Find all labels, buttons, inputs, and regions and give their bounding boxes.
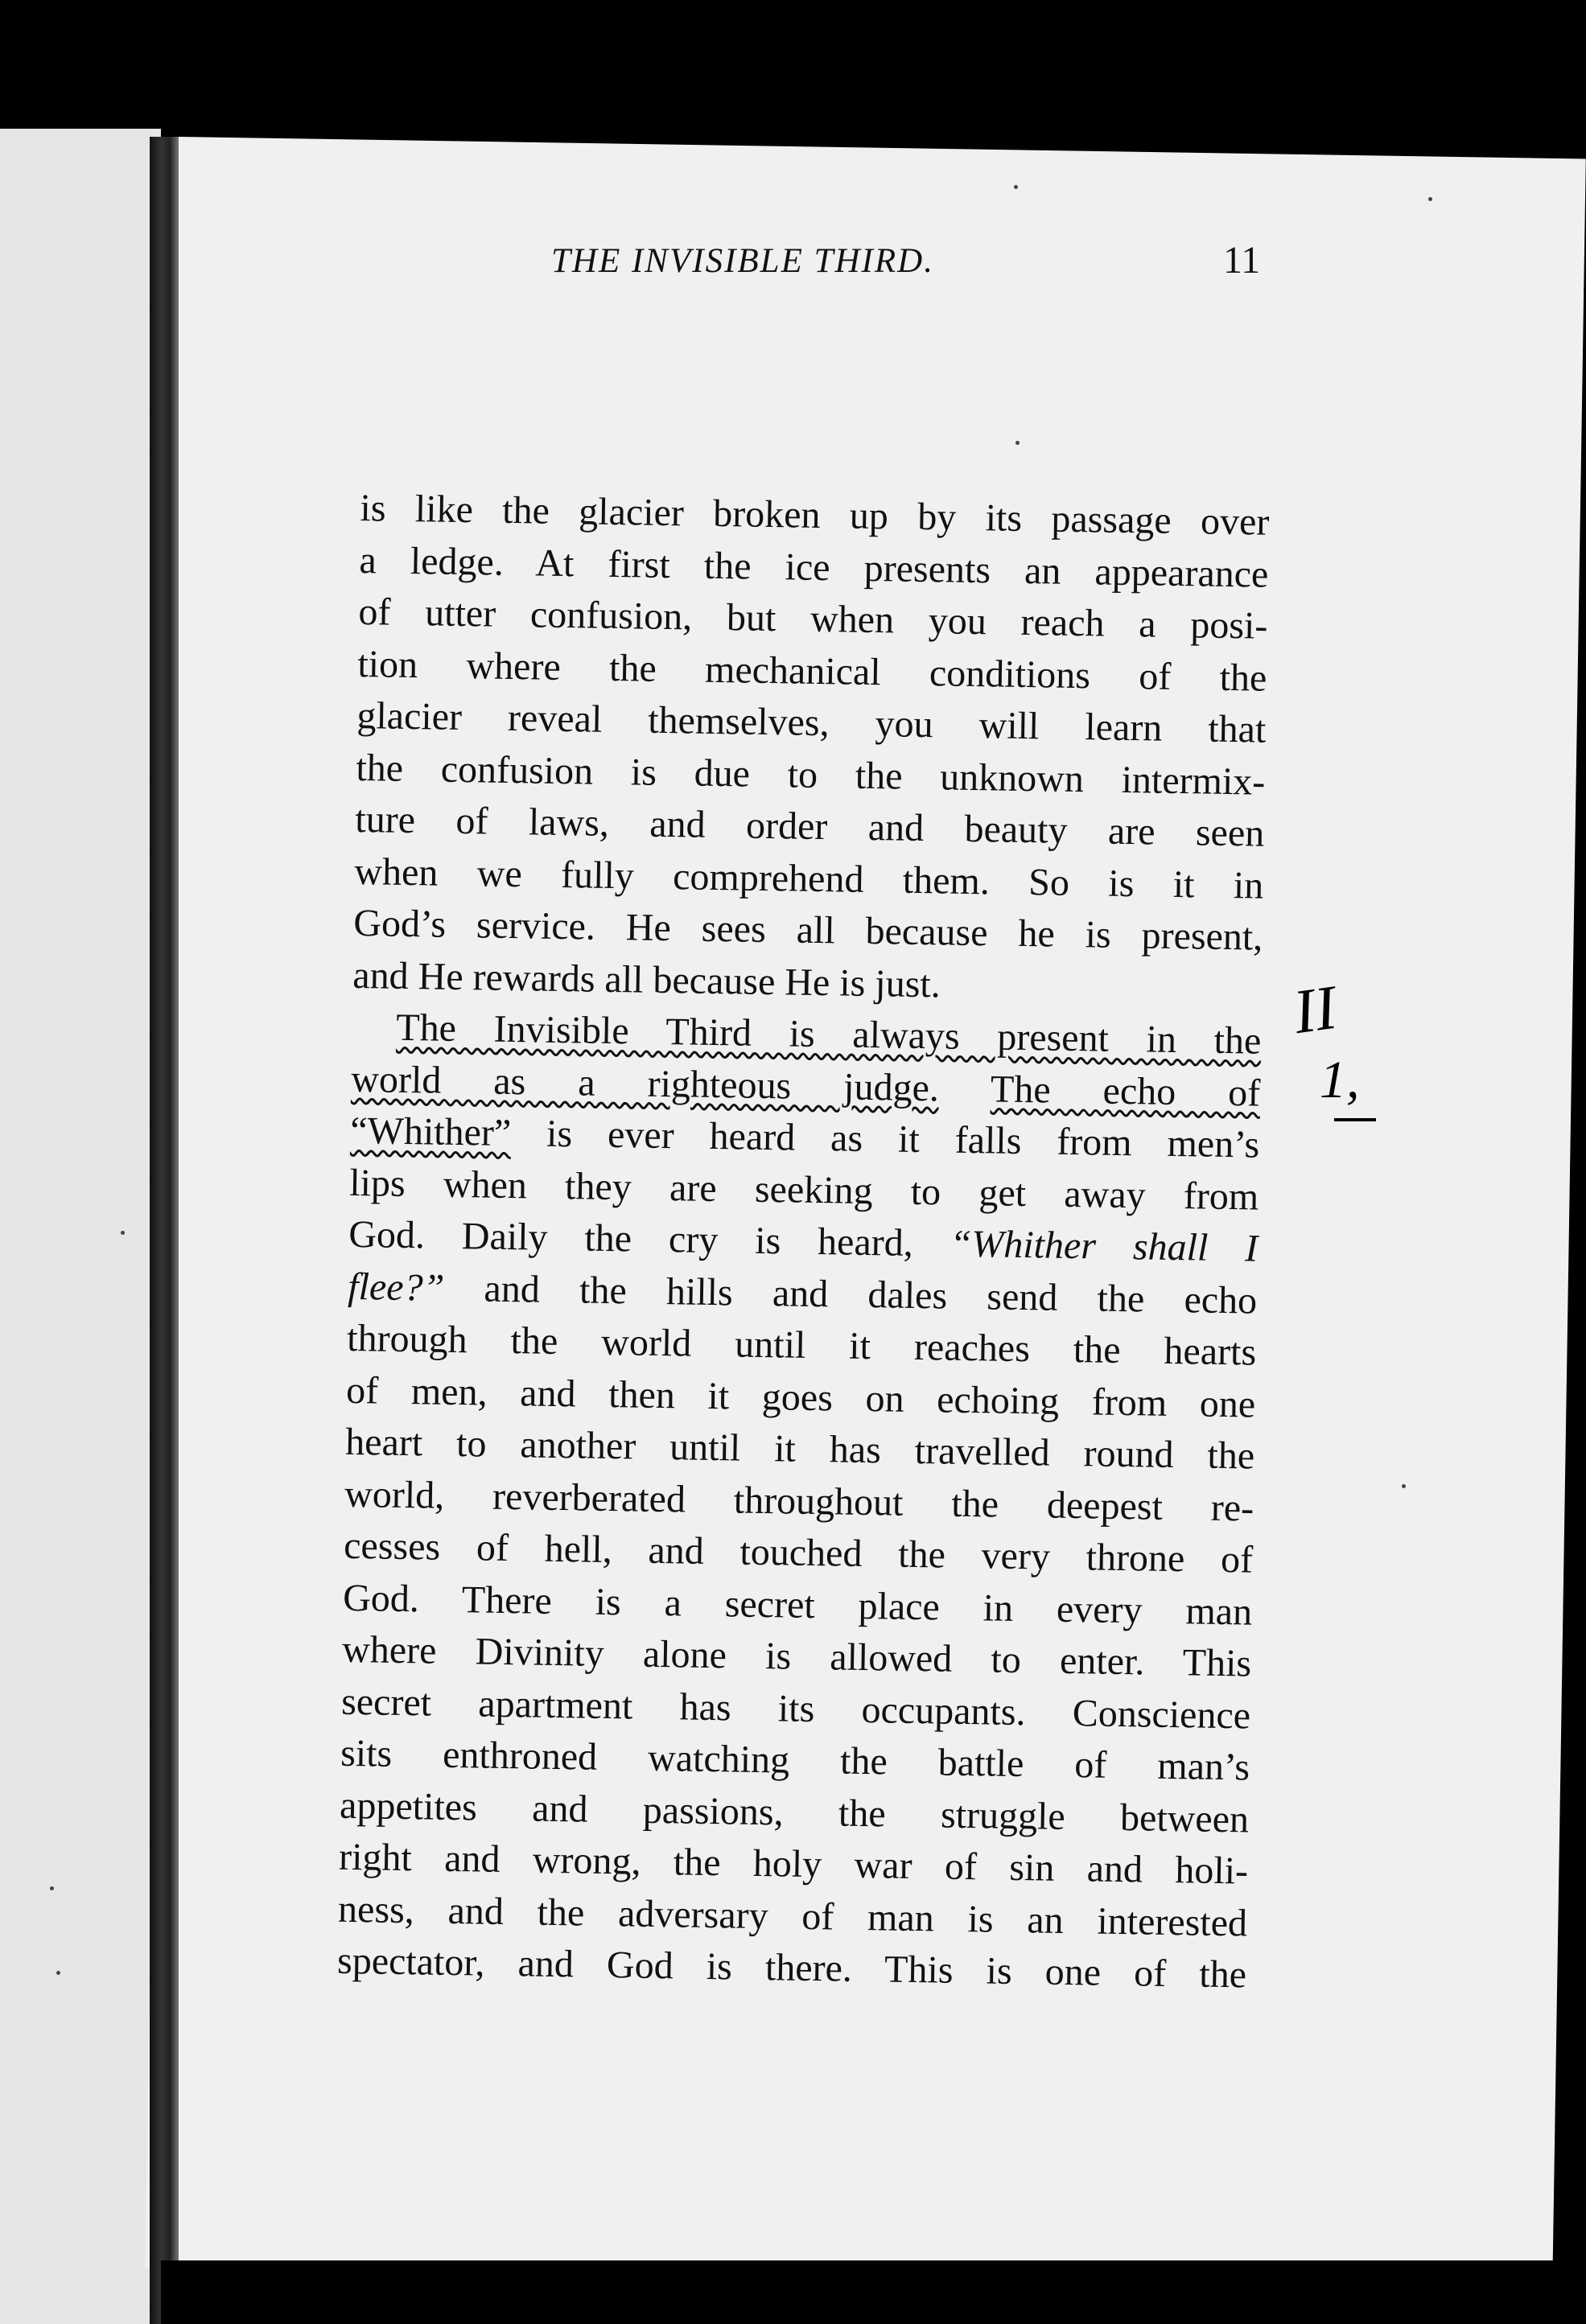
margin-note-roman-two: II bbox=[1289, 971, 1341, 1047]
text-line: God. There is a secret place in every man bbox=[342, 1576, 1253, 1634]
page-header bbox=[370, 239, 1261, 306]
text-line: right and wrong, the holy war of sin and holi- bbox=[338, 1835, 1249, 1893]
text-line: glacier reveal themselves, you will learn that bbox=[356, 693, 1267, 751]
text-line: appetites and passions, the struggle between bbox=[339, 1783, 1250, 1841]
speck bbox=[50, 1886, 54, 1890]
text-line: where Divinity alone is allowed to enter. This bbox=[341, 1627, 1252, 1685]
underlined-phrase: world as a righteous judge. bbox=[350, 1057, 940, 1109]
italic-quote: flee?” bbox=[347, 1265, 445, 1310]
text-line: cesses of hell, and touched the very throne of bbox=[343, 1524, 1254, 1582]
speck bbox=[1014, 185, 1018, 189]
text-line: a ledge. At first the ice presents an appearance bbox=[359, 538, 1269, 596]
text-run: is ever heard as it falls from men’s bbox=[510, 1112, 1260, 1166]
text-line: is like the glacier broken up by its passage over bbox=[360, 486, 1270, 544]
margin-note-dash bbox=[1334, 1118, 1376, 1121]
book-gutter bbox=[150, 137, 179, 2324]
text-gap bbox=[938, 1067, 991, 1110]
page-number: 11 bbox=[1223, 239, 1261, 282]
speck bbox=[56, 1971, 60, 1975]
text-line: the confusion is due to the unknown intermix- bbox=[356, 746, 1266, 804]
text-line: of men, and then it goes on echoing from one bbox=[345, 1368, 1256, 1426]
left-page-edge bbox=[0, 129, 161, 2324]
text-line: sits enthroned watching the battle of man’s bbox=[340, 1731, 1250, 1789]
text-line: through the world until it reaches the hearts bbox=[346, 1316, 1257, 1374]
running-title: THE INVISIBLE THIRD. bbox=[551, 242, 934, 280]
text-line: ness, and the adversary of man is an interested bbox=[337, 1887, 1248, 1945]
speck bbox=[1428, 197, 1432, 201]
margin-note-number-one: 1, bbox=[1320, 1051, 1360, 1109]
italic-quote: “Whither shall I bbox=[950, 1222, 1259, 1270]
text-line: lips when they are seeking to get away from bbox=[348, 1161, 1259, 1219]
underlined-phrase: The Invisible Third is always present in the bbox=[395, 1006, 1262, 1063]
text-line: secret apartment has its occupants. Conscience bbox=[340, 1680, 1251, 1738]
underlined-phrase: “Whither” bbox=[349, 1109, 512, 1155]
text-line: God’s service. He sees all because he is present, bbox=[352, 901, 1263, 959]
speck bbox=[121, 1231, 125, 1235]
text-run: God. Daily the cry is heard, bbox=[348, 1212, 951, 1265]
text-line: of utter confusion, but when you reach a posi- bbox=[358, 590, 1268, 648]
speck bbox=[1015, 441, 1020, 445]
text-run: and the hills and dales send the echo bbox=[443, 1266, 1258, 1322]
text-line: ture of laws, and order and beauty are seen bbox=[355, 797, 1265, 855]
text-line: spectator, and God is there. This is one of the bbox=[336, 1939, 1247, 1997]
text-line: heart to another until it has travelled round the bbox=[344, 1420, 1255, 1478]
underlined-phrase: The echo of bbox=[990, 1067, 1261, 1115]
text-line: world, reverberated throughout the deepest re- bbox=[344, 1472, 1254, 1530]
body-text bbox=[337, 483, 1270, 2001]
speck bbox=[1402, 1484, 1406, 1488]
text-line: tion where the mechanical conditions of the bbox=[357, 642, 1267, 700]
text-line: when we fully comprehend them. So is it in bbox=[353, 849, 1264, 907]
scan-bottom-edge bbox=[161, 2260, 1586, 2324]
text-line: and He rewards all because He is just. bbox=[352, 953, 941, 1006]
